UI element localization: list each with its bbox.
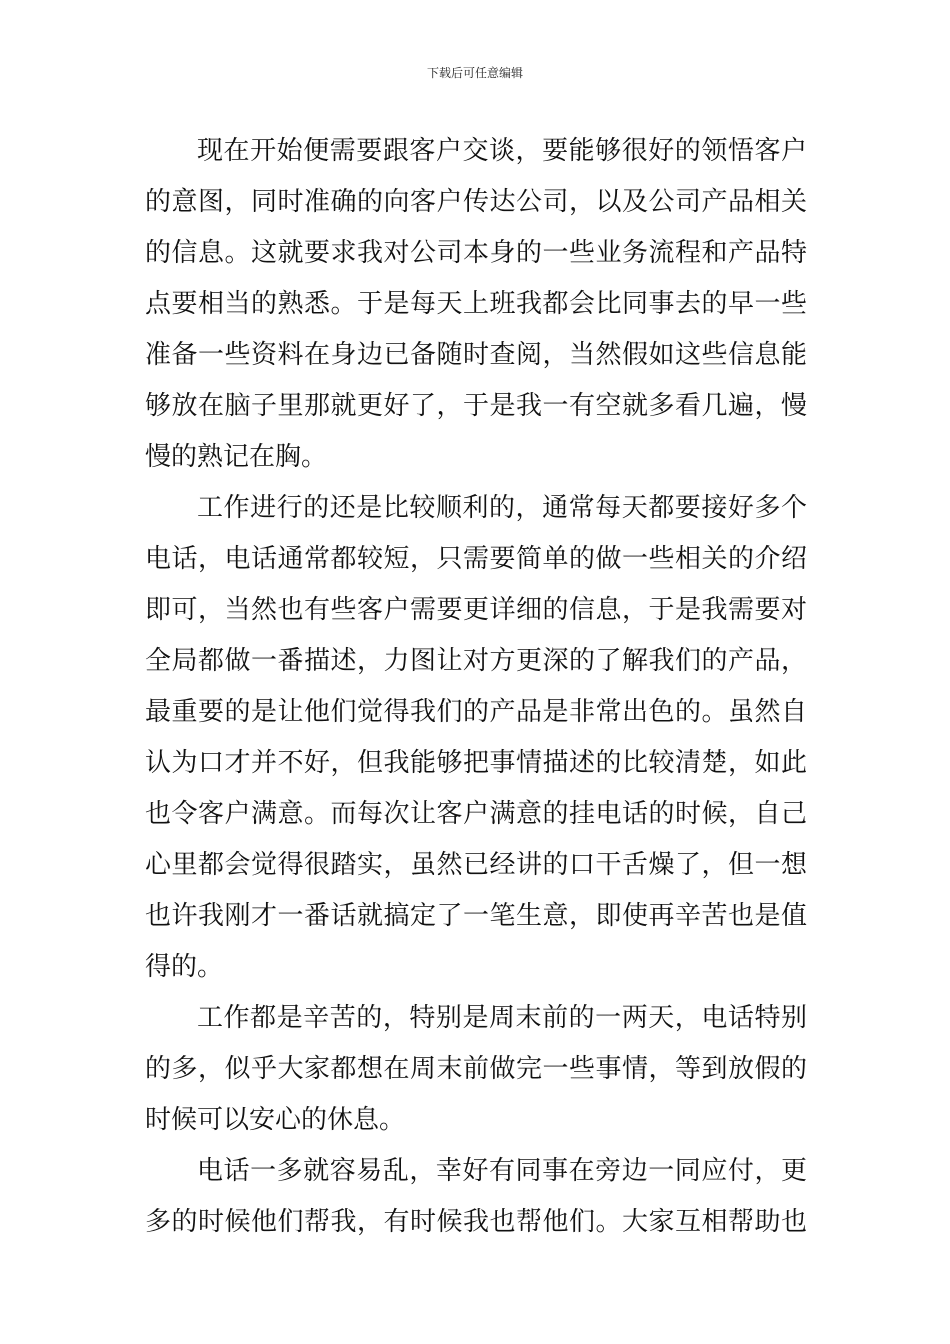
paragraph — [145, 126, 807, 483]
text-line: 也许我刚才一番话就搞定了一笔生意，即使再辛苦也是值 — [145, 901, 807, 931]
text-line: 准备一些资料在身边已备随时查阅，当然假如这些信息能 — [145, 340, 807, 370]
text-line: 全局都做一番描述，力图让对方更深的了解我们的产品， — [145, 646, 807, 676]
text-line: 现在开始便需要跟客户交谈，要能够很好的领悟客户 — [197, 136, 807, 166]
text-line: 电话，电话通常都较短，只需要简单的做一些相关的介绍 — [145, 544, 807, 574]
text-line: 工作都是辛苦的，特别是周末前的一两天，电话特别 — [197, 1003, 807, 1033]
text-line: 时候可以安心的休息。 — [145, 1105, 406, 1135]
text-line: 也令客户满意。而每次让客户满意的挂电话的时候，自己 — [145, 799, 807, 829]
paragraph — [145, 993, 807, 1146]
paragraph — [145, 1146, 807, 1248]
text-line: 心里都会觉得很踏实，虽然已经讲的口干舌燥了，但一想 — [145, 850, 807, 880]
text-line: 多的时候他们帮我，有时候我也帮他们。大家互相帮助也 — [145, 1207, 807, 1237]
text-line: 慢的熟记在胸。 — [145, 442, 328, 472]
text-line: 电话一多就容易乱，幸好有同事在旁边一同应付，更 — [197, 1156, 807, 1186]
paragraph — [145, 483, 807, 993]
page-header: 下载后可任意编辑 — [426, 66, 523, 80]
text-line: 即可，当然也有些客户需要更详细的信息，于是我需要对 — [145, 595, 807, 625]
text-line: 点要相当的熟悉。于是每天上班我都会比同事去的早一些 — [145, 289, 807, 319]
text-line: 最重要的是让他们觉得我们的产品是非常出色的。虽然自 — [145, 697, 807, 727]
text-line: 的多，似乎大家都想在周末前做完一些事情，等到放假的 — [145, 1054, 807, 1084]
text-line: 的信息。这就要求我对公司本身的一些业务流程和产品特 — [145, 238, 807, 268]
text-line: 工作进行的还是比较顺利的，通常每天都要接好多个 — [197, 493, 807, 523]
text-line: 得的。 — [145, 952, 224, 982]
text-line: 认为口才并不好，但我能够把事情描述的比较清楚，如此 — [145, 748, 807, 778]
text-line: 的意图，同时准确的向客户传达公司，以及公司产品相关 — [145, 187, 807, 217]
document-body — [145, 126, 807, 1248]
text-line: 够放在脑子里那就更好了，于是我一有空就多看几遍，慢 — [145, 391, 807, 421]
